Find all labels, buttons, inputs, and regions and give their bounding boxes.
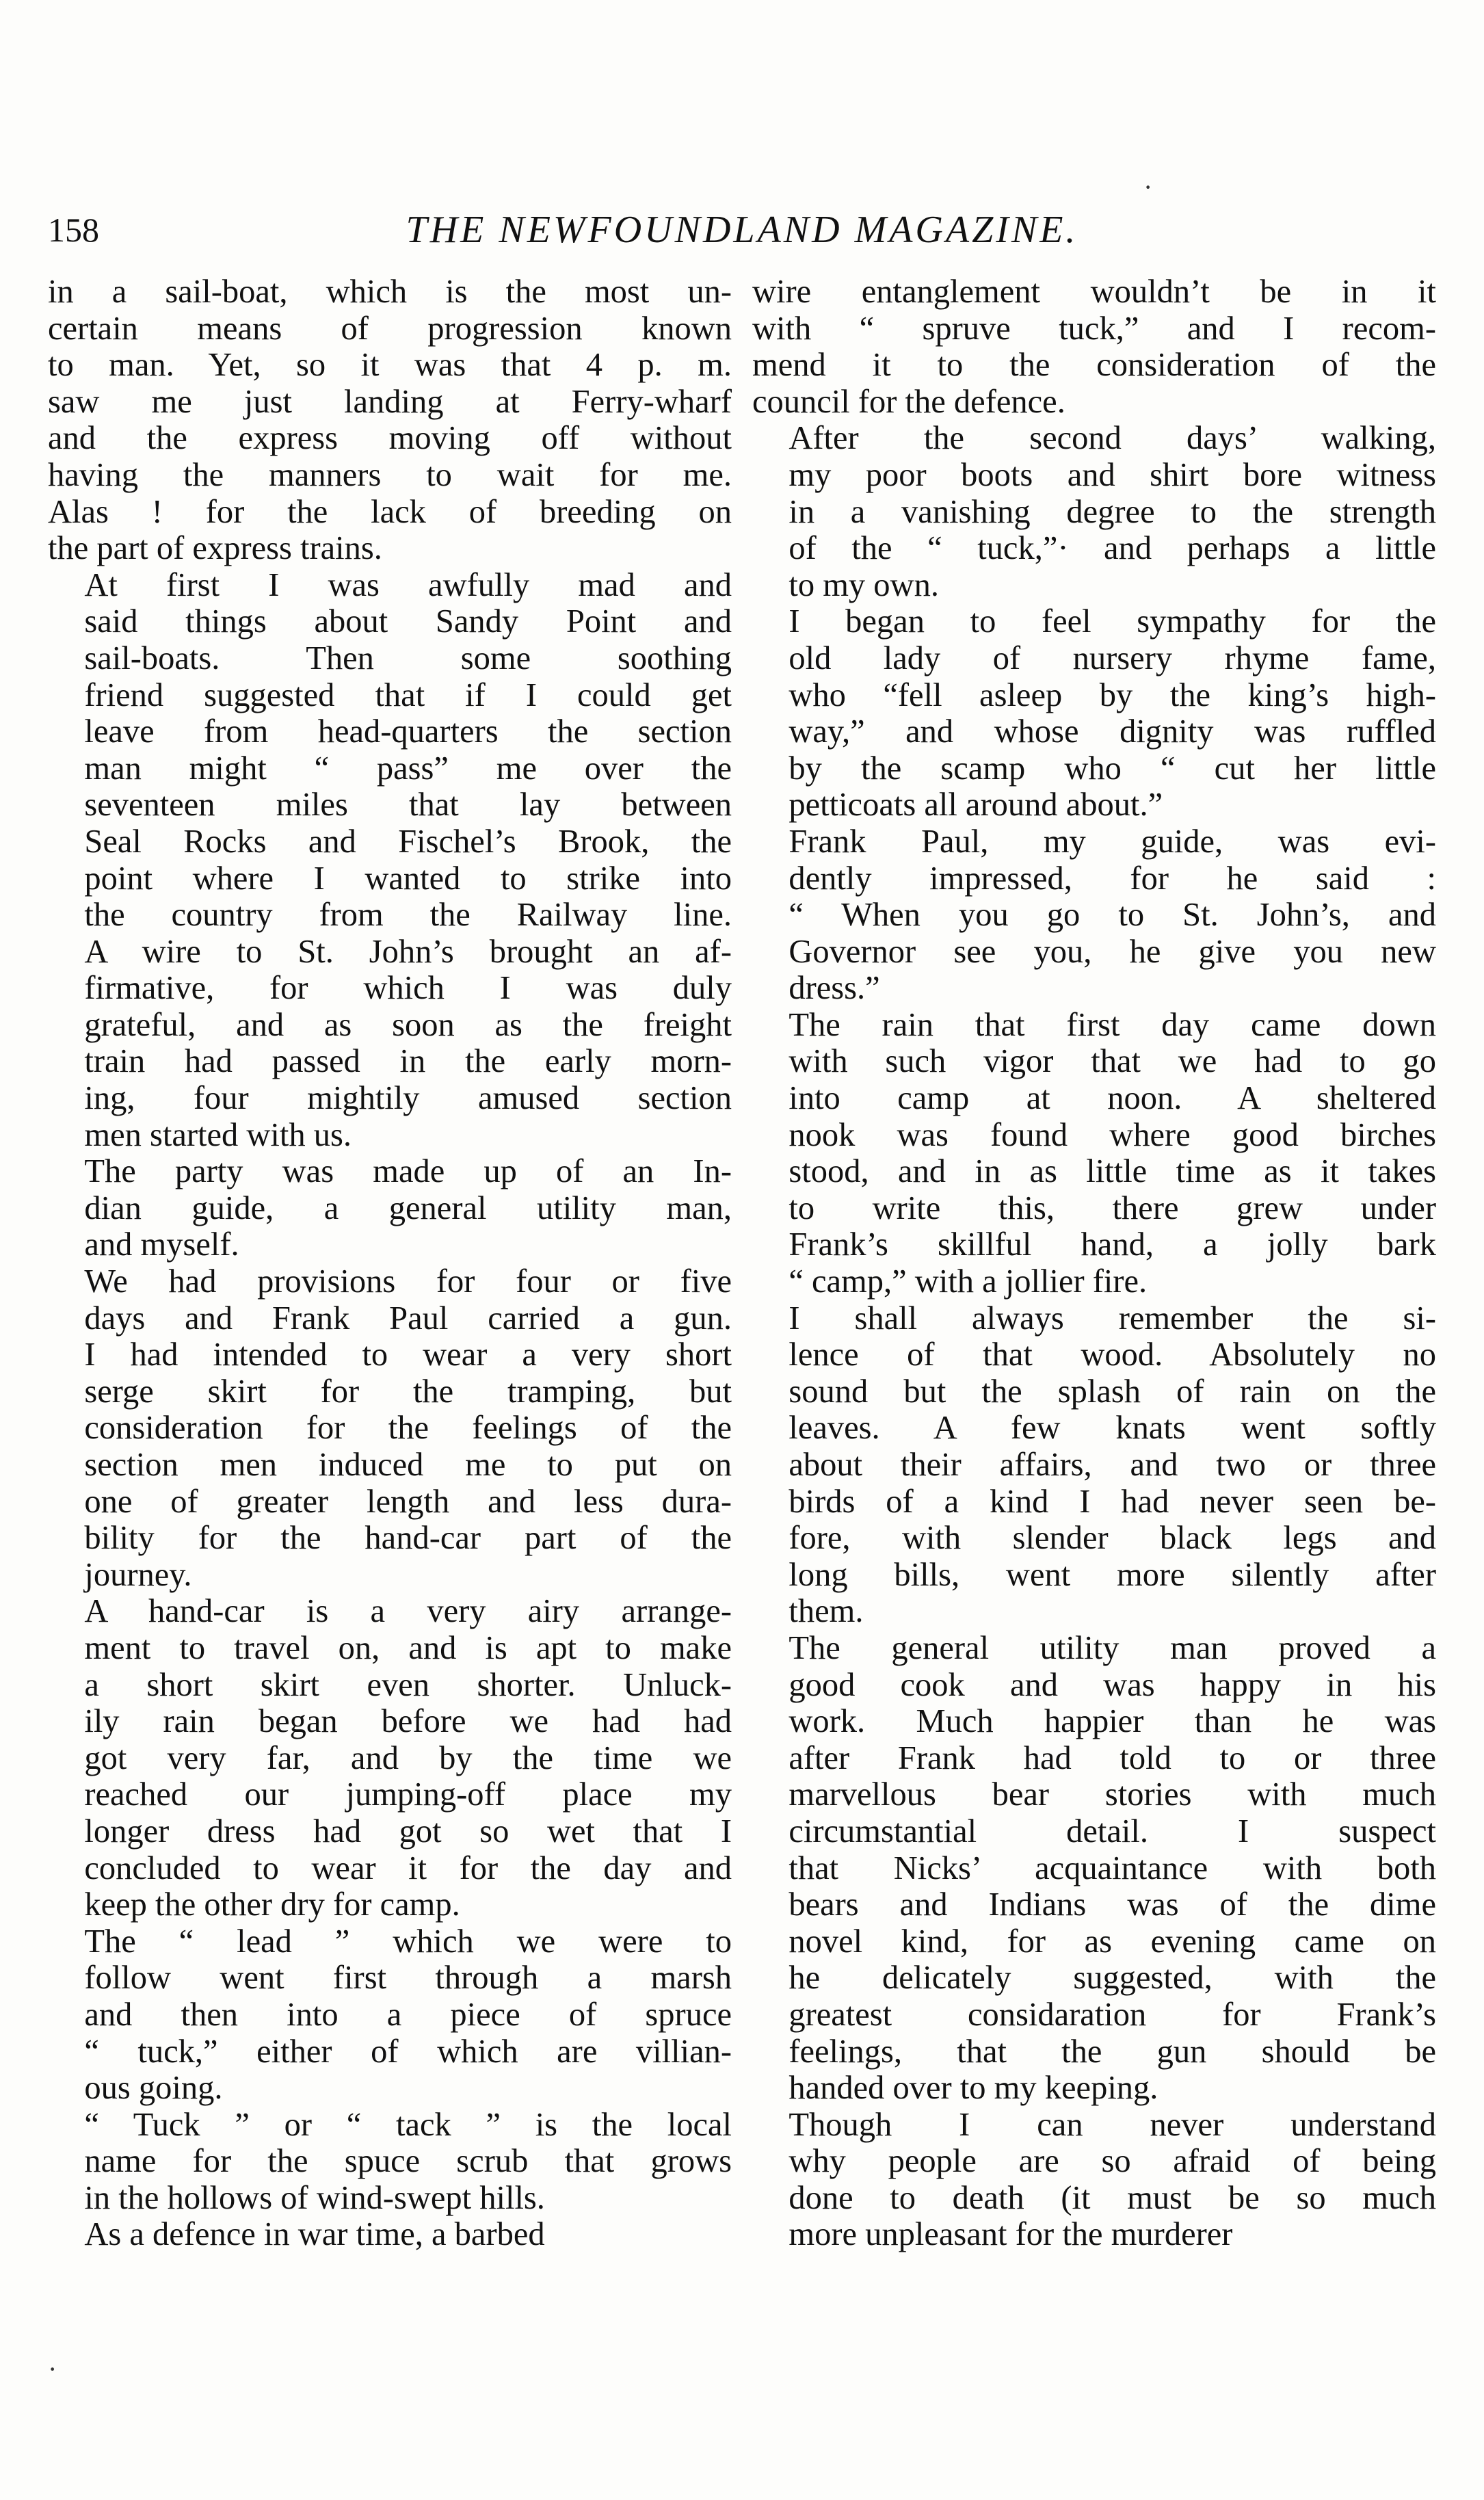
paragraph bbox=[48, 1263, 732, 1593]
text-line: circumstantial detail. I suspect bbox=[789, 1813, 1436, 1850]
text-line: “ When you go to St. John’s, and bbox=[789, 897, 1436, 934]
stray-ink-mark: · bbox=[1143, 172, 1153, 202]
text-line: got very far, and by the time we bbox=[84, 1739, 732, 1776]
text-line: to write this, there grew under bbox=[789, 1189, 1436, 1226]
text-line: with “ spruve tuck,” and I recom- bbox=[752, 310, 1436, 347]
text-line: “ camp,” with a jollier fire. bbox=[789, 1263, 1148, 1300]
stray-ink-mark: · bbox=[48, 2354, 57, 2384]
text-line: and then into a piece of spruce bbox=[84, 1996, 732, 2033]
text-line: train had passed in the early morn- bbox=[84, 1043, 732, 1080]
text-line: keep the other dry for camp. bbox=[84, 1886, 460, 1923]
paragraph bbox=[752, 603, 1436, 824]
text-line: Governor see you, he give you new bbox=[789, 933, 1436, 970]
text-line: concluded to wear it for the day and bbox=[84, 1850, 732, 1886]
paragraph bbox=[752, 1300, 1436, 1630]
text-line: “ tuck,” either of which are villian- bbox=[84, 2033, 732, 2070]
text-line: leave from head-quarters the section bbox=[84, 713, 732, 750]
text-line: We had provisions for four or five bbox=[84, 1263, 732, 1300]
text-line: serge skirt for the tramping, but bbox=[84, 1373, 732, 1410]
paragraph bbox=[752, 274, 1436, 420]
paragraph bbox=[48, 274, 732, 567]
page-number: 158 bbox=[48, 211, 99, 249]
paragraph bbox=[48, 567, 732, 1154]
page-header bbox=[0, 202, 1484, 257]
text-line: one of greater length and less dura- bbox=[84, 1483, 732, 1520]
text-line: that Nicks’ acquaintance with both bbox=[789, 1850, 1436, 1886]
text-line: the country from the Railway line. bbox=[84, 897, 732, 934]
text-line: about their affairs, and two or three bbox=[789, 1447, 1436, 1483]
text-line: in a sail-boat, which is the most un- bbox=[48, 274, 732, 310]
paragraph bbox=[48, 2216, 732, 2253]
text-line: dently impressed, for he said : bbox=[789, 860, 1436, 897]
text-line: name for the spuce scrub that grows bbox=[84, 2143, 732, 2180]
text-line: I had intended to wear a very short bbox=[84, 1337, 732, 1373]
text-line: dian guide, a general utility man, bbox=[84, 1189, 732, 1226]
text-line: into camp at noon. A sheltered bbox=[789, 1080, 1436, 1117]
text-line: sail-boats. Then some soothing bbox=[84, 640, 732, 676]
text-line: bears and Indians was of the dime bbox=[789, 1886, 1436, 1923]
left-text-column bbox=[48, 274, 732, 2253]
text-line: feelings, that the gun should be bbox=[789, 2033, 1436, 2070]
paragraph bbox=[752, 2107, 1436, 2253]
text-line: saw me just landing at Ferry-wharf bbox=[48, 383, 732, 420]
text-line: reached our jumping-off place my bbox=[84, 1776, 732, 1813]
text-line: why people are so afraid of being bbox=[789, 2143, 1436, 2180]
text-line: having the manners to wait for me. bbox=[48, 456, 732, 493]
text-line: done to death (it must be so much bbox=[789, 2179, 1436, 2216]
text-line: mend it to the consideration of the bbox=[752, 347, 1436, 384]
text-line: to man. Yet, so it was that 4 p. m. bbox=[48, 347, 732, 384]
text-line: long bills, went more silently after bbox=[789, 1556, 1436, 1593]
text-line: certain means of progression known bbox=[48, 310, 732, 347]
text-line: good cook and was happy in his bbox=[789, 1666, 1436, 1703]
text-line: Seal Rocks and Fischel’s Brook, the bbox=[84, 823, 732, 860]
text-line: handed over to my keeping. bbox=[789, 2070, 1158, 2107]
text-line: The general utility man proved a bbox=[789, 1629, 1436, 1666]
text-line: the part of express trains. bbox=[48, 530, 382, 567]
text-line: ment to travel on, and is apt to make bbox=[84, 1629, 732, 1666]
text-line: fore, with slender black legs and bbox=[789, 1520, 1436, 1557]
text-line: firmative, for which I was duly bbox=[84, 970, 732, 1007]
text-line: and the express moving off without bbox=[48, 420, 732, 457]
text-line: “ Tuck ” or “ tack ” is the local bbox=[84, 2106, 732, 2143]
text-line: point where I wanted to strike into bbox=[84, 860, 732, 897]
text-line: council for the defence. bbox=[752, 383, 1065, 420]
running-title: THE NEWFOUNDLAND MAGAZINE. bbox=[406, 209, 1078, 251]
text-line: At first I was awfully mad and bbox=[84, 566, 732, 603]
text-line: ily rain began before we had had bbox=[84, 1703, 732, 1740]
text-line: old lady of nursery rhyme fame, bbox=[789, 640, 1436, 676]
text-line: I began to feel sympathy for the bbox=[789, 603, 1436, 640]
text-line: Frank’s skillful hand, a jolly bark bbox=[789, 1226, 1436, 1263]
text-line: follow went first through a marsh bbox=[84, 1960, 732, 1997]
text-line: journey. bbox=[84, 1556, 192, 1593]
text-line: Frank Paul, my guide, was evi- bbox=[789, 823, 1436, 860]
text-line: wire entanglement wouldn’t be in it bbox=[752, 274, 1436, 310]
text-line: them. bbox=[789, 1593, 864, 1630]
text-line: sound but the splash of rain on the bbox=[789, 1373, 1436, 1410]
text-line: and myself. bbox=[84, 1226, 239, 1263]
text-line: As a defence in war time, a barbed bbox=[84, 2216, 545, 2253]
text-line: of the “ tuck,”· and perhaps a little bbox=[789, 530, 1436, 567]
text-line: ing, four mightily amused section bbox=[84, 1080, 732, 1117]
text-line: in a vanishing degree to the strength bbox=[789, 493, 1436, 530]
text-line: The rain that first day came down bbox=[789, 1006, 1436, 1043]
text-line: After the second days’ walking, bbox=[789, 420, 1436, 457]
text-line: a short skirt even shorter. Unluck- bbox=[84, 1666, 732, 1703]
text-line: to my own. bbox=[789, 566, 939, 603]
text-line: by the scamp who “ cut her little bbox=[789, 750, 1436, 787]
text-line: The “ lead ” which we were to bbox=[84, 1923, 732, 1960]
text-line: The party was made up of an In- bbox=[84, 1153, 732, 1190]
text-line: stood, and in as little time as it takes bbox=[789, 1153, 1436, 1190]
text-line: marvellous bear stories with much bbox=[789, 1776, 1436, 1813]
text-line: section men induced me to put on bbox=[84, 1447, 732, 1483]
text-line: A hand-car is a very airy arrange- bbox=[84, 1593, 732, 1630]
text-line: more unpleasant for the murderer bbox=[789, 2216, 1233, 2253]
text-line: ous going. bbox=[84, 2070, 223, 2107]
text-line: novel kind, for as evening came on bbox=[789, 1923, 1436, 1960]
paragraph bbox=[752, 1007, 1436, 1300]
text-line: in the hollows of wind-swept hills. bbox=[84, 2179, 545, 2216]
text-line: after Frank had told to or three bbox=[789, 1739, 1436, 1776]
text-line: birds of a kind I had never seen be- bbox=[789, 1483, 1436, 1520]
text-line: Alas ! for the lack of breeding on bbox=[48, 493, 732, 530]
right-text-column bbox=[752, 274, 1436, 2253]
paragraph bbox=[48, 2107, 732, 2217]
text-line: he delicately suggested, with the bbox=[789, 1960, 1436, 1997]
text-line: greatest considaration for Frank’s bbox=[789, 1996, 1436, 2033]
text-line: grateful, and as soon as the freight bbox=[84, 1006, 732, 1043]
text-line: leaves. A few knats went softly bbox=[789, 1410, 1436, 1447]
text-line: I shall always remember the si- bbox=[789, 1300, 1436, 1337]
paragraph bbox=[48, 1923, 732, 2107]
text-line: man might “ pass” me over the bbox=[84, 750, 732, 787]
text-line: friend suggested that if I could get bbox=[84, 676, 732, 713]
paragraph bbox=[752, 824, 1436, 1007]
text-line: petticoats all around about.” bbox=[789, 787, 1163, 824]
text-line: dress.” bbox=[789, 970, 880, 1007]
text-line: said things about Sandy Point and bbox=[84, 603, 732, 640]
text-line: men started with us. bbox=[84, 1116, 352, 1153]
text-line: longer dress had got so wet that I bbox=[84, 1813, 732, 1850]
paragraph bbox=[48, 1153, 732, 1263]
text-line: seventeen miles that lay between bbox=[84, 787, 732, 824]
text-line: bility for the hand-car part of the bbox=[84, 1520, 732, 1557]
text-line: work. Much happier than he was bbox=[789, 1703, 1436, 1740]
paragraph bbox=[48, 1593, 732, 1923]
text-line: A wire to St. John’s brought an af- bbox=[84, 933, 732, 970]
text-line: days and Frank Paul carried a gun. bbox=[84, 1300, 732, 1337]
text-line: way,” and whose dignity was ruffled bbox=[789, 713, 1436, 750]
text-line: Though I can never understand bbox=[789, 2106, 1436, 2143]
text-line: nook was found where good birches bbox=[789, 1116, 1436, 1153]
text-line: lence of that wood. Absolutely no bbox=[789, 1337, 1436, 1373]
text-line: who “fell asleep by the king’s high- bbox=[789, 676, 1436, 713]
paragraph bbox=[752, 420, 1436, 603]
text-line: consideration for the feelings of the bbox=[84, 1410, 732, 1447]
text-line: my poor boots and shirt bore witness bbox=[789, 456, 1436, 493]
text-line: with such vigor that we had to go bbox=[789, 1043, 1436, 1080]
paragraph bbox=[752, 1630, 1436, 2107]
